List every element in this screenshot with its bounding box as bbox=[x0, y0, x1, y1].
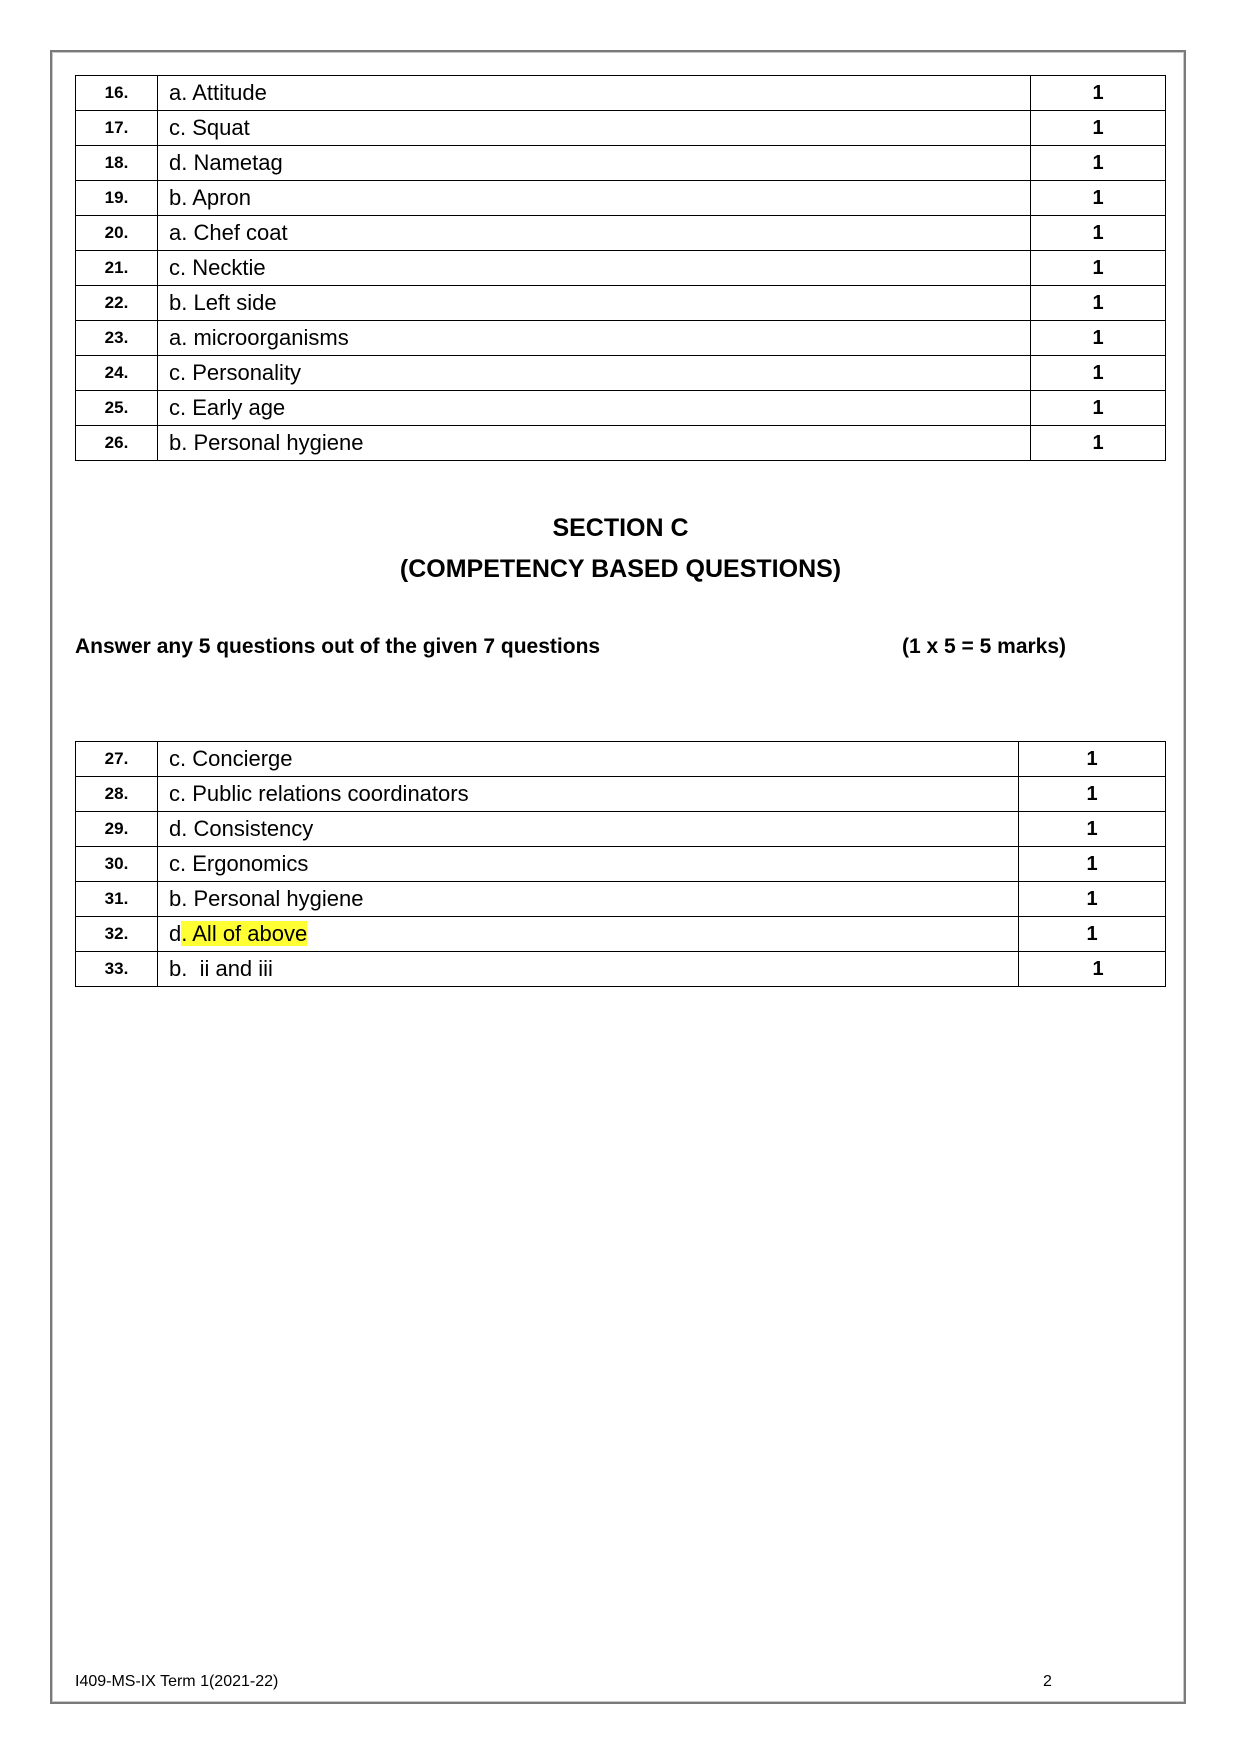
table-row bbox=[76, 742, 1166, 777]
answer-text: a. Chef coat bbox=[158, 216, 1031, 251]
answer-text: c. Public relations coordinators bbox=[158, 777, 1019, 812]
answer-mark: 1 bbox=[1031, 181, 1166, 216]
answer-table-section-b bbox=[75, 75, 1166, 461]
table-row bbox=[76, 812, 1166, 847]
answer-mark: 1 bbox=[1031, 286, 1166, 321]
question-number: 31. bbox=[76, 882, 158, 917]
question-number: 25. bbox=[76, 391, 158, 426]
answer-mark: 1 bbox=[1019, 777, 1166, 812]
section-marks: (1 x 5 = 5 marks) bbox=[902, 635, 1067, 658]
answer-mark: 1 bbox=[1031, 356, 1166, 391]
table-row bbox=[76, 426, 1166, 461]
answer-text bbox=[158, 917, 1019, 952]
answer-mark: 1 bbox=[1019, 812, 1166, 847]
table-row bbox=[76, 847, 1166, 882]
table-row bbox=[76, 286, 1166, 321]
question-number: 33. bbox=[76, 952, 158, 987]
answer-text: b. Apron bbox=[158, 181, 1031, 216]
table-row bbox=[76, 216, 1166, 251]
table-row bbox=[76, 391, 1166, 426]
table-row bbox=[76, 952, 1166, 987]
section-instruction: Answer any 5 questions out of the given 7 questions bbox=[75, 635, 601, 658]
table-row bbox=[76, 321, 1166, 356]
answer-text: b. Left side bbox=[158, 286, 1031, 321]
answer-text: c. Ergonomics bbox=[158, 847, 1019, 882]
answer-text: a. microorganisms bbox=[158, 321, 1031, 356]
question-number: 32. bbox=[76, 917, 158, 952]
answer-mark: 1 bbox=[1031, 426, 1166, 461]
highlighted-answer: . All of above bbox=[181, 921, 308, 946]
answer-mark: 1 bbox=[1031, 146, 1166, 181]
answer-text: a. Attitude bbox=[158, 76, 1031, 111]
answer-mark: 1 bbox=[1019, 847, 1166, 882]
answer-mark: 1 bbox=[1019, 742, 1166, 777]
answer-mark: 1 bbox=[1031, 321, 1166, 356]
footer-document-code: I409-MS-IX Term 1(2021-22) bbox=[75, 1673, 279, 1690]
answer-prefix: d bbox=[169, 921, 182, 946]
table-row bbox=[76, 146, 1166, 181]
table-row bbox=[76, 882, 1166, 917]
answer-mark: 1 bbox=[1019, 917, 1166, 952]
answer-mark: 1 bbox=[1031, 76, 1166, 111]
question-number: 28. bbox=[76, 777, 158, 812]
question-number: 30. bbox=[76, 847, 158, 882]
answer-text: b. Personal hygiene bbox=[158, 882, 1019, 917]
question-number: 22. bbox=[76, 286, 158, 321]
section-title: SECTION C bbox=[552, 514, 689, 542]
answer-mark: 1 bbox=[1019, 882, 1166, 917]
answer-mark: 1 bbox=[1031, 111, 1166, 146]
answer-text: c. Early age bbox=[158, 391, 1031, 426]
question-number: 20. bbox=[76, 216, 158, 251]
table-row bbox=[76, 181, 1166, 216]
answer-text: d. Nametag bbox=[158, 146, 1031, 181]
answer-text: d. Consistency bbox=[158, 812, 1019, 847]
table-row bbox=[76, 76, 1166, 111]
question-number: 24. bbox=[76, 356, 158, 391]
answer-text: c. Concierge bbox=[158, 742, 1019, 777]
question-number: 26. bbox=[76, 426, 158, 461]
table-row bbox=[76, 917, 1166, 952]
answer-mark: 1 bbox=[1031, 216, 1166, 251]
question-number: 27. bbox=[76, 742, 158, 777]
answer-mark: 1 bbox=[1031, 391, 1166, 426]
answer-text: b. Personal hygiene bbox=[158, 426, 1031, 461]
footer-page-number: 2 bbox=[1043, 1673, 1052, 1690]
section-subtitle: (COMPETENCY BASED QUESTIONS) bbox=[399, 555, 842, 583]
question-number: 16. bbox=[76, 76, 158, 111]
table-row bbox=[76, 356, 1166, 391]
question-number: 18. bbox=[76, 146, 158, 181]
table-row bbox=[76, 251, 1166, 286]
table-row bbox=[76, 777, 1166, 812]
answer-text: c. Personality bbox=[158, 356, 1031, 391]
table-row bbox=[76, 111, 1166, 146]
question-number: 19. bbox=[76, 181, 158, 216]
answer-text: b. ii and iii bbox=[158, 952, 1019, 987]
question-number: 29. bbox=[76, 812, 158, 847]
answer-text: c. Squat bbox=[158, 111, 1031, 146]
answer-table-section-c bbox=[75, 741, 1166, 987]
answer-mark: 1 bbox=[1019, 952, 1166, 987]
answer-mark: 1 bbox=[1031, 251, 1166, 286]
question-number: 23. bbox=[76, 321, 158, 356]
question-number: 17. bbox=[76, 111, 158, 146]
question-number: 21. bbox=[76, 251, 158, 286]
answer-text: c. Necktie bbox=[158, 251, 1031, 286]
